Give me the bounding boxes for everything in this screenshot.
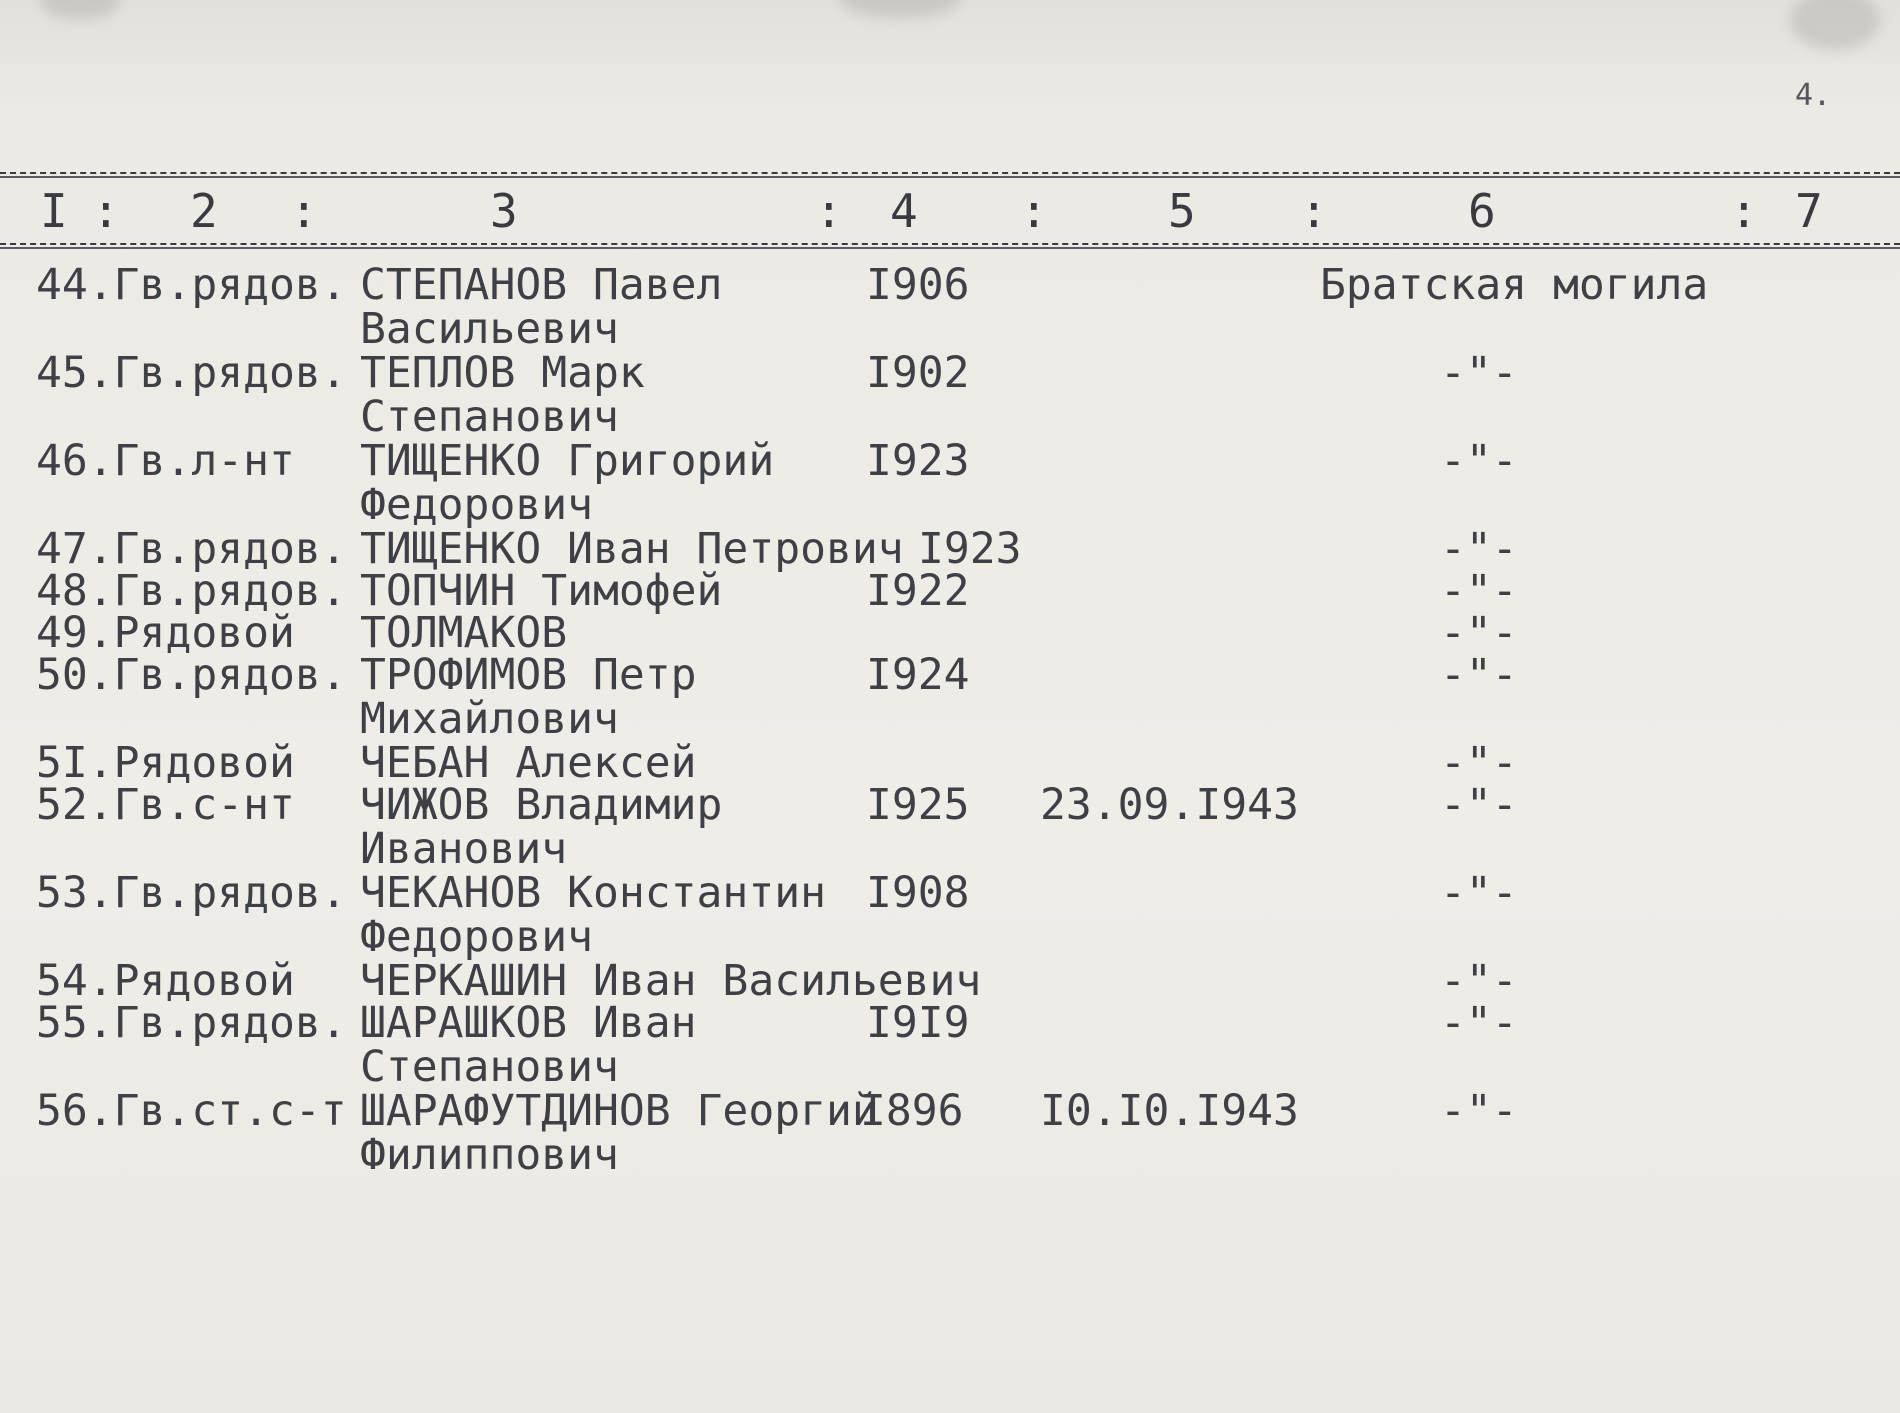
entry-number-rank: 56.Гв.ст.с-т	[36, 1086, 347, 1136]
column-separator: :	[92, 184, 120, 238]
entry-birth-year: I923	[866, 436, 970, 486]
entry-burial-place: Братская могила	[1320, 260, 1709, 310]
entry-burial-place: -"-	[1440, 524, 1518, 574]
entry-birth-year: I902	[866, 348, 970, 398]
entry-name: ЧИЖОВ Владимир	[360, 780, 723, 830]
entry-birth-year: I922	[866, 566, 970, 616]
entry-name: ЧЕБАН Алексей	[360, 738, 697, 788]
header-bottom-rule	[0, 243, 1900, 245]
column-separator: :	[1730, 184, 1758, 238]
entry-patronymic: Филиппович	[360, 1130, 619, 1180]
entry-patronymic: Степанович	[360, 1042, 619, 1092]
entry-burial-place: -"-	[1440, 348, 1518, 398]
entry-birth-year: I925	[866, 780, 970, 830]
entry-name: ШАРАШКОВ Иван	[360, 998, 697, 1048]
entry-name: ТРОФИМОВ Петр	[360, 650, 697, 700]
column-header-1: I	[40, 184, 68, 238]
entry-patronymic: Иванович	[360, 824, 568, 874]
entry-name: ЧЕКАНОВ Константин	[360, 868, 826, 918]
entry-number-rank: 55.Гв.рядов.	[36, 998, 347, 1048]
entry-patronymic: Федорович	[360, 912, 593, 962]
entry-name: ЧЕРКАШИН Иван Васильевич	[360, 956, 982, 1006]
entry-patronymic: Степанович	[360, 392, 619, 442]
header-top-rule-solid	[0, 176, 1900, 178]
entry-burial-place: -"-	[1440, 1086, 1518, 1136]
entry-number-rank: 50.Гв.рядов.	[36, 650, 347, 700]
top-right-smudge	[1790, 0, 1880, 50]
column-separator: :	[1300, 184, 1328, 238]
entry-burial-place: -"-	[1440, 998, 1518, 1048]
column-header-2: 2	[190, 184, 218, 238]
entry-number-rank: 47.Гв.рядов.	[36, 524, 347, 574]
entry-patronymic: Михайлович	[360, 694, 619, 744]
entry-birth-year: I9I9	[866, 998, 970, 1048]
entry-birth-year: I906	[866, 260, 970, 310]
column-separator: :	[1020, 184, 1048, 238]
top-left-smudge	[40, 0, 120, 20]
entry-birth-year: I923	[918, 524, 1022, 574]
entry-burial-place: -"-	[1440, 566, 1518, 616]
entry-burial-place: -"-	[1440, 436, 1518, 486]
entry-name: ТОЛМАКОВ	[360, 608, 568, 658]
entry-burial-place: -"-	[1440, 780, 1518, 830]
column-header-6: 6	[1468, 184, 1496, 238]
entry-birth-year: I924	[866, 650, 970, 700]
entry-burial-place: -"-	[1440, 608, 1518, 658]
entry-name: ТИЩЕНКО Иван Петрович	[360, 524, 904, 574]
entry-number-rank: 49.Рядовой	[36, 608, 295, 658]
entry-death-date: 23.09.I943	[1040, 780, 1299, 830]
column-header-7: 7	[1795, 184, 1823, 238]
entry-number-rank: 54.Рядовой	[36, 956, 295, 1006]
entry-name: ТОПЧИН Тимофей	[360, 566, 723, 616]
entry-number-rank: 53.Гв.рядов.	[36, 868, 347, 918]
entry-name: ШАРАФУТДИНОВ Георгий	[360, 1086, 878, 1136]
entry-number-rank: 46.Гв.л-нт	[36, 436, 295, 486]
entry-burial-place: -"-	[1440, 868, 1518, 918]
entry-death-date: I0.I0.I943	[1040, 1086, 1299, 1136]
column-header-4: 4	[890, 184, 918, 238]
entry-number-rank: 44.Гв.рядов.	[36, 260, 347, 310]
entry-birth-year: I908	[866, 868, 970, 918]
page-number: 4.	[1795, 78, 1832, 113]
entry-burial-place: -"-	[1440, 956, 1518, 1006]
column-separator: :	[815, 184, 843, 238]
entry-number-rank: 48.Гв.рядов.	[36, 566, 347, 616]
entry-burial-place: -"-	[1440, 738, 1518, 788]
entry-burial-place: -"-	[1440, 650, 1518, 700]
entry-number-rank: 45.Гв.рядов.	[36, 348, 347, 398]
column-header-3: 3	[490, 184, 518, 238]
column-separator: :	[290, 184, 318, 238]
entry-patronymic: Васильевич	[360, 304, 619, 354]
entry-number-rank: 52.Гв.с-нт	[36, 780, 295, 830]
entry-name: ТИЩЕНКО Григорий	[360, 436, 775, 486]
entry-birth-year: I896	[860, 1086, 964, 1136]
entry-patronymic: Федорович	[360, 480, 593, 530]
column-header-5: 5	[1168, 184, 1196, 238]
entry-name: ТЕПЛОВ Марк	[360, 348, 645, 398]
header-bottom-rule-solid	[0, 247, 1900, 249]
top-center-smudge	[840, 0, 960, 18]
entry-number-rank: 5I.Рядовой	[36, 738, 295, 788]
entry-name: СТЕПАНОВ Павел	[360, 260, 723, 310]
header-top-rule	[0, 172, 1900, 174]
